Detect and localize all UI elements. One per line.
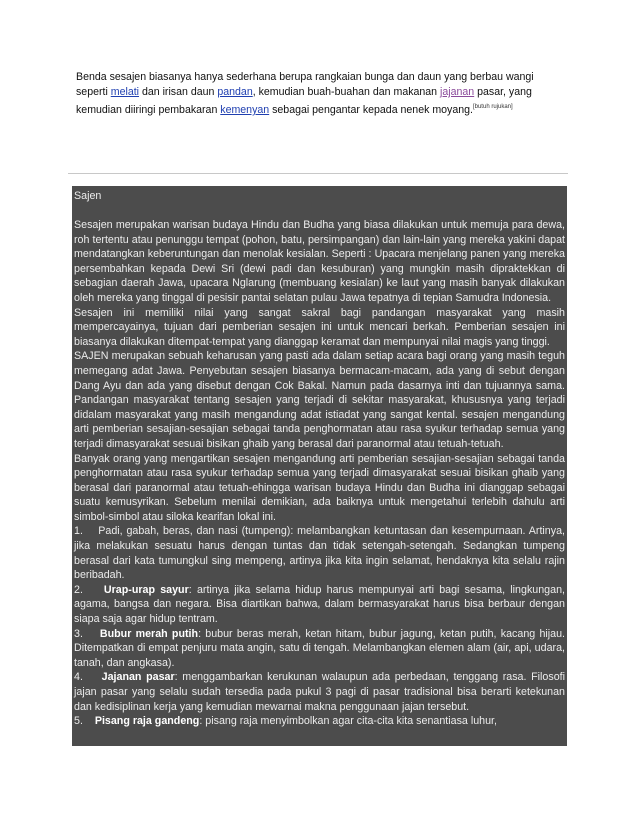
list-label: Bubur merah putih [99, 627, 199, 640]
list-item-5 [74, 714, 565, 729]
link-jajanan[interactable]: jajanan [440, 86, 475, 98]
intro-text-5: sebagai pengantar kepada nenek moyang. [269, 104, 473, 116]
panel-paragraph-1: Sesajen merupakan warisan budaya Hindu dan Budha yang biasa dilakukan untuk memuja para dewa, roh tertentu atau penunggu tempat (pohon, batu, persimpangan) dan lain-lain yang mereka yakini dapat mendatangkan keberuntungan dan menolak kesialan. Seperti : Upacara menjelang panen yang mereka persembahkan kepada Dewi Sri (dewi padi dan kesuburan) yang mungkin masih dipraktekkan di sebagian daerah Jawa, upacara Nglarung (membuang kesialan) ke laut yang masih banyak dilakukan oleh mereka yang tinggal di pesisir pantai selatan pulau Jawa tepatnya di tepian Samudra Indonesia. [74, 219, 565, 304]
list-item-4 [74, 670, 565, 714]
list-number: 5. [74, 715, 83, 728]
intro-paragraph [76, 70, 568, 118]
intro-text-1: Benda sesajen biasanya hanya sederhana berupa rangkaian bunga dan daun yang berbau wangi seperti [76, 71, 534, 98]
link-melati[interactable]: melati [110, 86, 140, 98]
list-text: Padi, gabah, beras, dan nasi (tumpeng): melambangkan ketuntasan dan kesempurnaan. Artinya, jika melakukan sesuatu harus dengan tuntas dan tidak setengah-setengah. Sedangkan tumpeng berasal dari kata tumungkul sing mempeng, artinya jika kita ingin selamat, hendaknya kita selalu rajin beribadah. [74, 525, 565, 582]
list-number: 1. [74, 525, 83, 538]
list-text: : artinya jika selama hidup harus mempunyai arti bagi sesama, lingkungan, agama, bangsa dan negara. Bisa diartikan bahwa, dalam bermasyarakat harus bisa berbaur dengan siapa saja agar hidup tentram. [74, 583, 565, 626]
panel-title: Sajen [74, 190, 102, 202]
divider [68, 173, 568, 174]
list-item-2 [74, 583, 565, 627]
list-label: Jajanan pasar [101, 671, 175, 684]
list-item-1 [74, 524, 565, 582]
list-text: : pisang raja menyimbolkan agar cita-cita kita senantiasa luhur, [199, 715, 497, 728]
list-label: Urap-urap sayur [103, 583, 189, 596]
intro-text-2: dan irisan daun [139, 86, 218, 98]
link-pandan[interactable]: pandan [217, 86, 253, 98]
panel-paragraph-4: Banyak orang yang mengartikan sesajen mengandung arti pemberian sesajian-sesajian sebagai tanda penghormatan atau rasa syukur terhadap semua yang terjadi dimasyarakat sesuai bisikan ghaib yang berasal dari paranormal atau tetuah-ehingga warisan budaya Hindu dan Budha ini dianggap sebagai suatu kemusyrikan. Sebelum menilai demikian, ada baiknya untuk mengetahui terlebih dahulu arti simbol-simbol atau siloka kearifan lokal ini. [74, 452, 565, 523]
citation-needed[interactable]: [butuh rujukan] [472, 104, 513, 110]
intro-text-3: , kemudian buah-buahan dan makanan [252, 86, 441, 98]
sajen-panel [72, 186, 567, 746]
list-item-3 [74, 627, 565, 671]
list-text: : bubur beras merah, ketan hitam, bubur jagung, ketan putih, kacang hijau. Ditempatkan di empat penjuru mata angin, satu di tengah. Melambangkan elemen alam (air, api, udara, tanah, dan angkasa). [74, 627, 565, 669]
list-label: Pisang raja gandeng [94, 715, 200, 728]
list-number: 2. [74, 583, 83, 596]
link-kemenyan[interactable]: kemenyan [220, 104, 270, 116]
list-number: 4. [74, 671, 83, 684]
panel-paragraph-3: SAJEN merupakan sebuah keharusan yang pasti ada dalam setiap acara bagi orang yang masih teguh memegang adat Jawa. Penyebutan sesajen biasanya bermacam-macam, ada yang di sebut dengan Dang Ayu dan ada yang disebut dengan Cok Bakal. Namun pada dasarnya inti dan tujuannya sama. Pandangan masyarakat tentang sesajen yang terjadi di sekitar masyarakat, khususnya yang terjadi didalam masyarakat yang masih mengandung adat istiadat yang sangat kental. sesajen mengandung arti pemberian sesajian-sesajian sebagai tanda penghormatan atau rasa syukur terhadap semua yang terjadi dimasyarakat sesuai bisikan ghaib yang berasal dari paranormal atau tetuah-tetuah. [74, 350, 565, 450]
list-number: 3. [74, 627, 83, 640]
intro-text-4: pasar, yang kemudian diiringi pembakaran [76, 86, 532, 116]
list-text: : menggambarkan kerukunan walaupun ada perbedaan, tenggang rasa. Filosofi jajan pasar yang selalu sudah tersedia pada pukul 3 pagi di pasar tradisional bisa berarti ketekunan dan kedisiplinan kerja yang kemudian mewarnai makna penggunaan jajan tersebut. [74, 671, 565, 713]
panel-paragraph-2: Sesajen ini memiliki nilai yang sangat sakral bagi pandangan masyarakat yang masih mempercayainya, tujuan dari pemberian sesajen ini untuk mencari berkah. Pemberian sesajen ini biasanya dilakukan ditempat-tempat yang dianggap keramat dan mempunyai nilai magis yang tinggi. [74, 306, 565, 348]
